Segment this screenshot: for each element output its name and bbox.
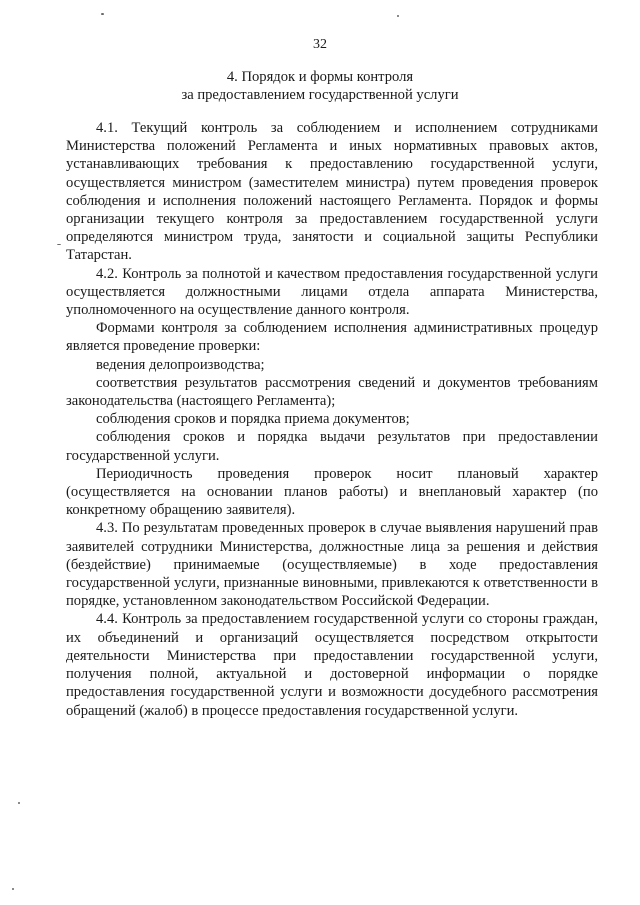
paragraph-4-4: 4.4. Контроль за предоставлением государственной услуги со стороны граждан, их объединений и организаций осуществляется посредством открытости деятельности Министерства при предоставлении государственной услуги, получения полной, актуальной и достоверной информации о порядке предоставления государственной услуги и возможности досудебного рассмотрения обращений (жалоб) в процессе предоставления государственной услуги.	[66, 611, 598, 719]
section-title-line-1: 4. Порядок и формы контроля	[226, 69, 414, 85]
list-item-intake-terms: соблюдения сроков и порядка приема документов;	[96, 411, 410, 428]
section-title-line-2: за предоставлением государственной услуги	[181, 87, 459, 103]
paragraph-4-2: 4.2. Контроль за полнотой и качеством предоставления государственной услуги осуществляется должностными лицами отдела аппарата Министерства, уполномоченного на осуществление данного контроля.	[66, 265, 598, 319]
paragraph-periodicity: Периодичность проведения проверок носит плановый характер (осуществляется на основании планов работы) и внеплановый характер (по конкретному обращению заявителя).	[66, 465, 598, 519]
scan-speck	[18, 802, 20, 804]
scan-speck	[397, 15, 399, 17]
paragraph-control-forms: Формами контроля за соблюдением исполнения административных процедур является проведение проверки:	[66, 320, 598, 355]
section-title	[0, 68, 640, 104]
list-item-compliance: соответствия результатов рассмотрения сведений и документов требованиям законодательства (настоящего Регламента);	[66, 374, 598, 410]
scan-speck	[101, 13, 104, 15]
list-item-issuance-terms: соблюдения сроков и порядка выдачи результатов при предоставлении государственной услуги.	[66, 429, 598, 464]
scan-speck	[12, 888, 14, 890]
body-text	[66, 119, 598, 720]
page-number: 32	[313, 37, 327, 52]
paragraph-4-3: 4.3. По результатам проведенных проверок в случае выявления нарушений прав заявителей сотрудники Министерства, должностные лица за решения и действия (бездействие) принимаемые (осуществляемые) в ходе предоставления государственной услуги, признанные виновными, привлекаются к ответственности в порядке, установленном законодательством Российской Федерации.	[66, 520, 598, 610]
list-item-records: ведения делопроизводства;	[96, 356, 265, 373]
scan-speck	[57, 244, 61, 245]
paragraph-4-1: 4.1. Текущий контроль за соблюдением и исполнением сотрудниками Министерства положений Регламента и иных нормативных правовых актов, устанавливающих требования к предоставлению государственной услуги, осуществляется министром (заместителем министра) путем проведения проверок соблюдения и исполнения положений настоящего Регламента. Порядок и формы организации текущего контроля за предоставлением государственной услуги определяются министром труда, занятости и социальной защиты Республики Татарстан.	[66, 120, 598, 264]
